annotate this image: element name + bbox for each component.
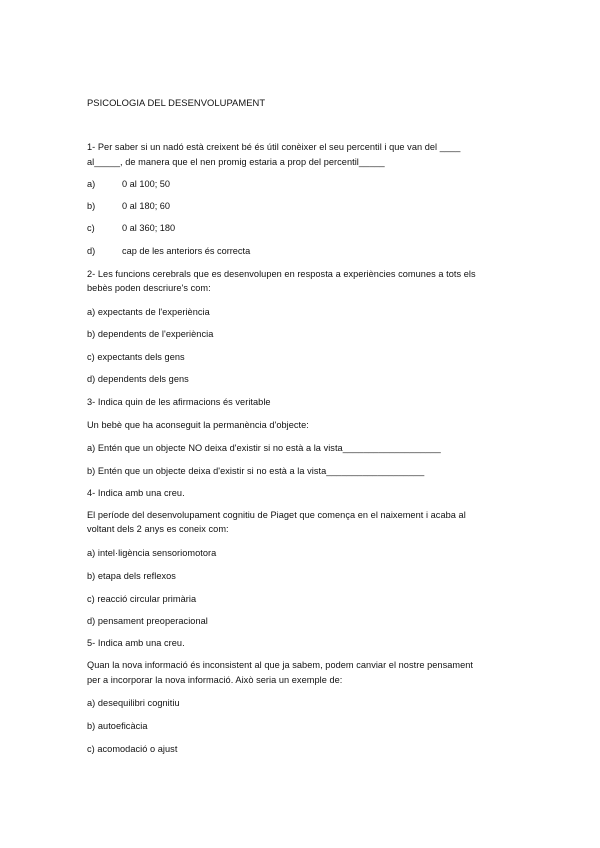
question-4-option-c: c) reacció circular primària [87, 594, 197, 604]
question-1-option-a-text: 0 al 100; 50 [122, 179, 171, 189]
document-title: PSICOLOGIA DEL DESENVOLUPAMENT [87, 97, 266, 108]
question-1-option-a-letter: a) [87, 179, 96, 189]
question-2-option-c: c) expectants dels gens [87, 352, 185, 362]
question-5-option-b: b) autoeficàcia [87, 721, 148, 731]
question-4-line-3: voltant dels 2 anys es coneix com: [87, 524, 229, 534]
question-2-line-2: bebès poden descriure's com: [87, 283, 211, 293]
question-2-option-b: b) dependents de l'experiència [87, 329, 214, 339]
question-1-option-c-letter: c) [87, 223, 95, 233]
question-5-option-a: a) desequilibri cognitiu [87, 698, 180, 708]
question-5-option-c: c) acomodació o ajust [87, 744, 178, 754]
question-1-line-1: 1- Per saber si un nadó està creixent bé és útil conèixer el seu percentil i que van del ____ [87, 142, 461, 152]
question-5-line-3: per a incorporar la nova informació. Això seria un exemple de: [87, 675, 343, 685]
question-3-line-2: Un bebè que ha aconseguit la permanència d'objecte: [87, 420, 309, 430]
question-2-option-d: d) dependents dels gens [87, 374, 189, 384]
question-5-line-1: 5- Indica amb una creu. [87, 638, 185, 648]
question-1-option-d-text: cap de les anteriors és correcta [122, 246, 251, 256]
question-3-option-a: a) Entén que un objecte NO deixa d'existir si no està a la vista___________________ [87, 443, 441, 453]
question-3-line-1: 3- Indica quin de les afirmacions és veritable [87, 397, 271, 407]
question-2-option-a: a) expectants de l'experiència [87, 307, 210, 317]
question-3-option-b: b) Entén que un objecte deixa d'existir si no està a la vista___________________ [87, 466, 425, 476]
question-1-option-b-letter: b) [87, 201, 96, 211]
question-4-line-1: 4- Indica amb una creu. [87, 488, 185, 498]
question-1-option-c-text: 0 al 360; 180 [122, 223, 176, 233]
question-1-option-b-text: 0 al 180; 60 [122, 201, 171, 211]
question-4-option-a: a) intel·ligència sensoriomotora [87, 548, 217, 558]
question-5-line-2: Quan la nova informació és inconsistent al que ja sabem, podem canviar el nostre pensament [87, 660, 473, 670]
question-4-option-b: b) etapa dels reflexos [87, 571, 176, 581]
question-4-line-2: El període del desenvolupament cognitiu de Piaget que comença en el naixement i acaba al [87, 510, 466, 520]
question-1-line-2: al_____, de manera que el nen promig estaria a prop del percentil_____ [87, 157, 385, 167]
question-2-line-1: 2- Les funcions cerebrals que es desenvolupen en resposta a experiències comunes a tots els [87, 269, 476, 279]
question-4-option-d: d) pensament preoperacional [87, 616, 208, 626]
question-1-option-d-letter: d) [87, 246, 96, 256]
